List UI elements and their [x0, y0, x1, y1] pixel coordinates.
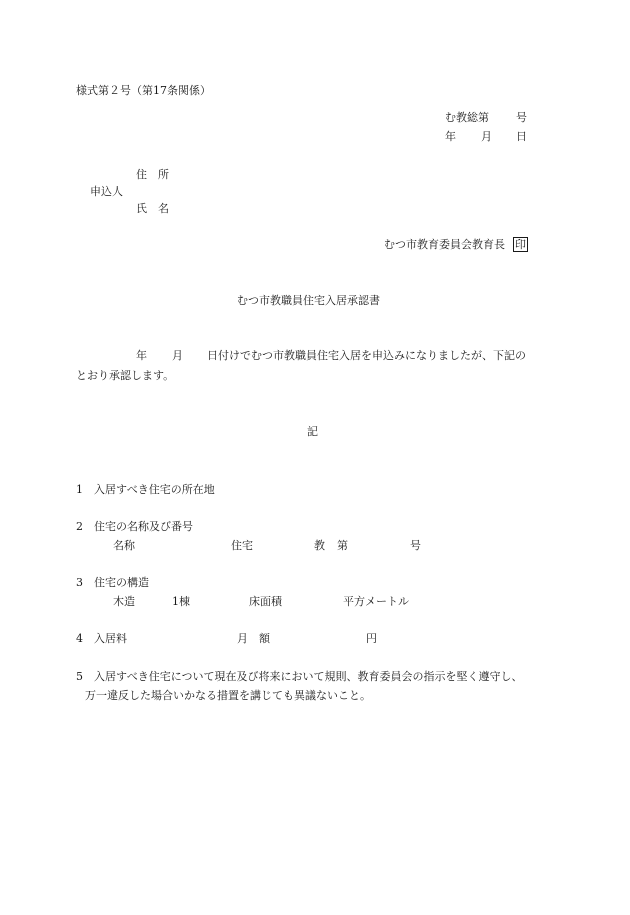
- date-year: 年: [445, 130, 456, 143]
- item-2-number: 2: [76, 520, 83, 533]
- item-2-go: 号: [410, 539, 421, 552]
- address-label: 住 所: [136, 168, 169, 181]
- date-month: 月: [481, 130, 492, 143]
- item-3-text: 住宅の構造: [94, 576, 149, 589]
- item-5-line-1: 入居すべき住宅について現在及び将来において規則、教育委員会の指示を堅く遵守し、: [94, 670, 523, 683]
- document-title: むつ市教職員住宅入居承認書: [237, 294, 380, 307]
- body-month: 月: [172, 349, 183, 362]
- document-number-prefix: む教総第: [445, 111, 489, 124]
- item-2-text: 住宅の名称及び番号: [94, 520, 193, 533]
- item-3-mokuzo: 木造: [113, 595, 135, 608]
- item-3-number: 3: [76, 576, 83, 589]
- ki-heading: 記: [307, 425, 318, 438]
- item-2-jutaku: 住宅: [231, 539, 253, 552]
- issuer-title: むつ市教育委員会教育長: [384, 238, 505, 251]
- item-5-line-2: 万一違反した場合いかなる措置を講じても異議ないこと。: [85, 689, 371, 702]
- item-2-name-label: 名称: [113, 539, 135, 552]
- document-number-suffix: 号: [516, 111, 527, 124]
- item-4-text: 入居料: [94, 632, 127, 645]
- body-year: 年: [136, 349, 147, 362]
- name-label: 氏 名: [136, 202, 169, 215]
- date-day: 日: [516, 130, 527, 143]
- item-3-floor-label: 床面積: [249, 595, 282, 608]
- item-5-number: 5: [76, 670, 83, 683]
- item-1-number: 1: [76, 483, 83, 496]
- applicant-label: 申込人: [90, 185, 123, 198]
- item-2-dai: 第: [337, 539, 348, 552]
- body-line-1: 日付けでむつ市教職員住宅入居を申込みになりましたが、下記の: [207, 349, 526, 362]
- seal-mark: 印: [515, 238, 526, 251]
- item-3-unit: 平方メートル: [343, 595, 409, 608]
- issuer-line: [384, 237, 528, 252]
- item-3-building-count: 1棟: [172, 595, 190, 608]
- item-2-kyo: 教: [314, 539, 325, 552]
- body-line-2: とおり承認します。: [76, 369, 175, 382]
- item-4-number: 4: [76, 632, 83, 645]
- item-4-monthly-label: 月 額: [237, 632, 270, 645]
- item-4-yen: 円: [366, 632, 377, 645]
- item-1-text: 入居すべき住宅の所在地: [94, 483, 215, 496]
- form-number: 様式第２号（第17条関係）: [76, 84, 211, 97]
